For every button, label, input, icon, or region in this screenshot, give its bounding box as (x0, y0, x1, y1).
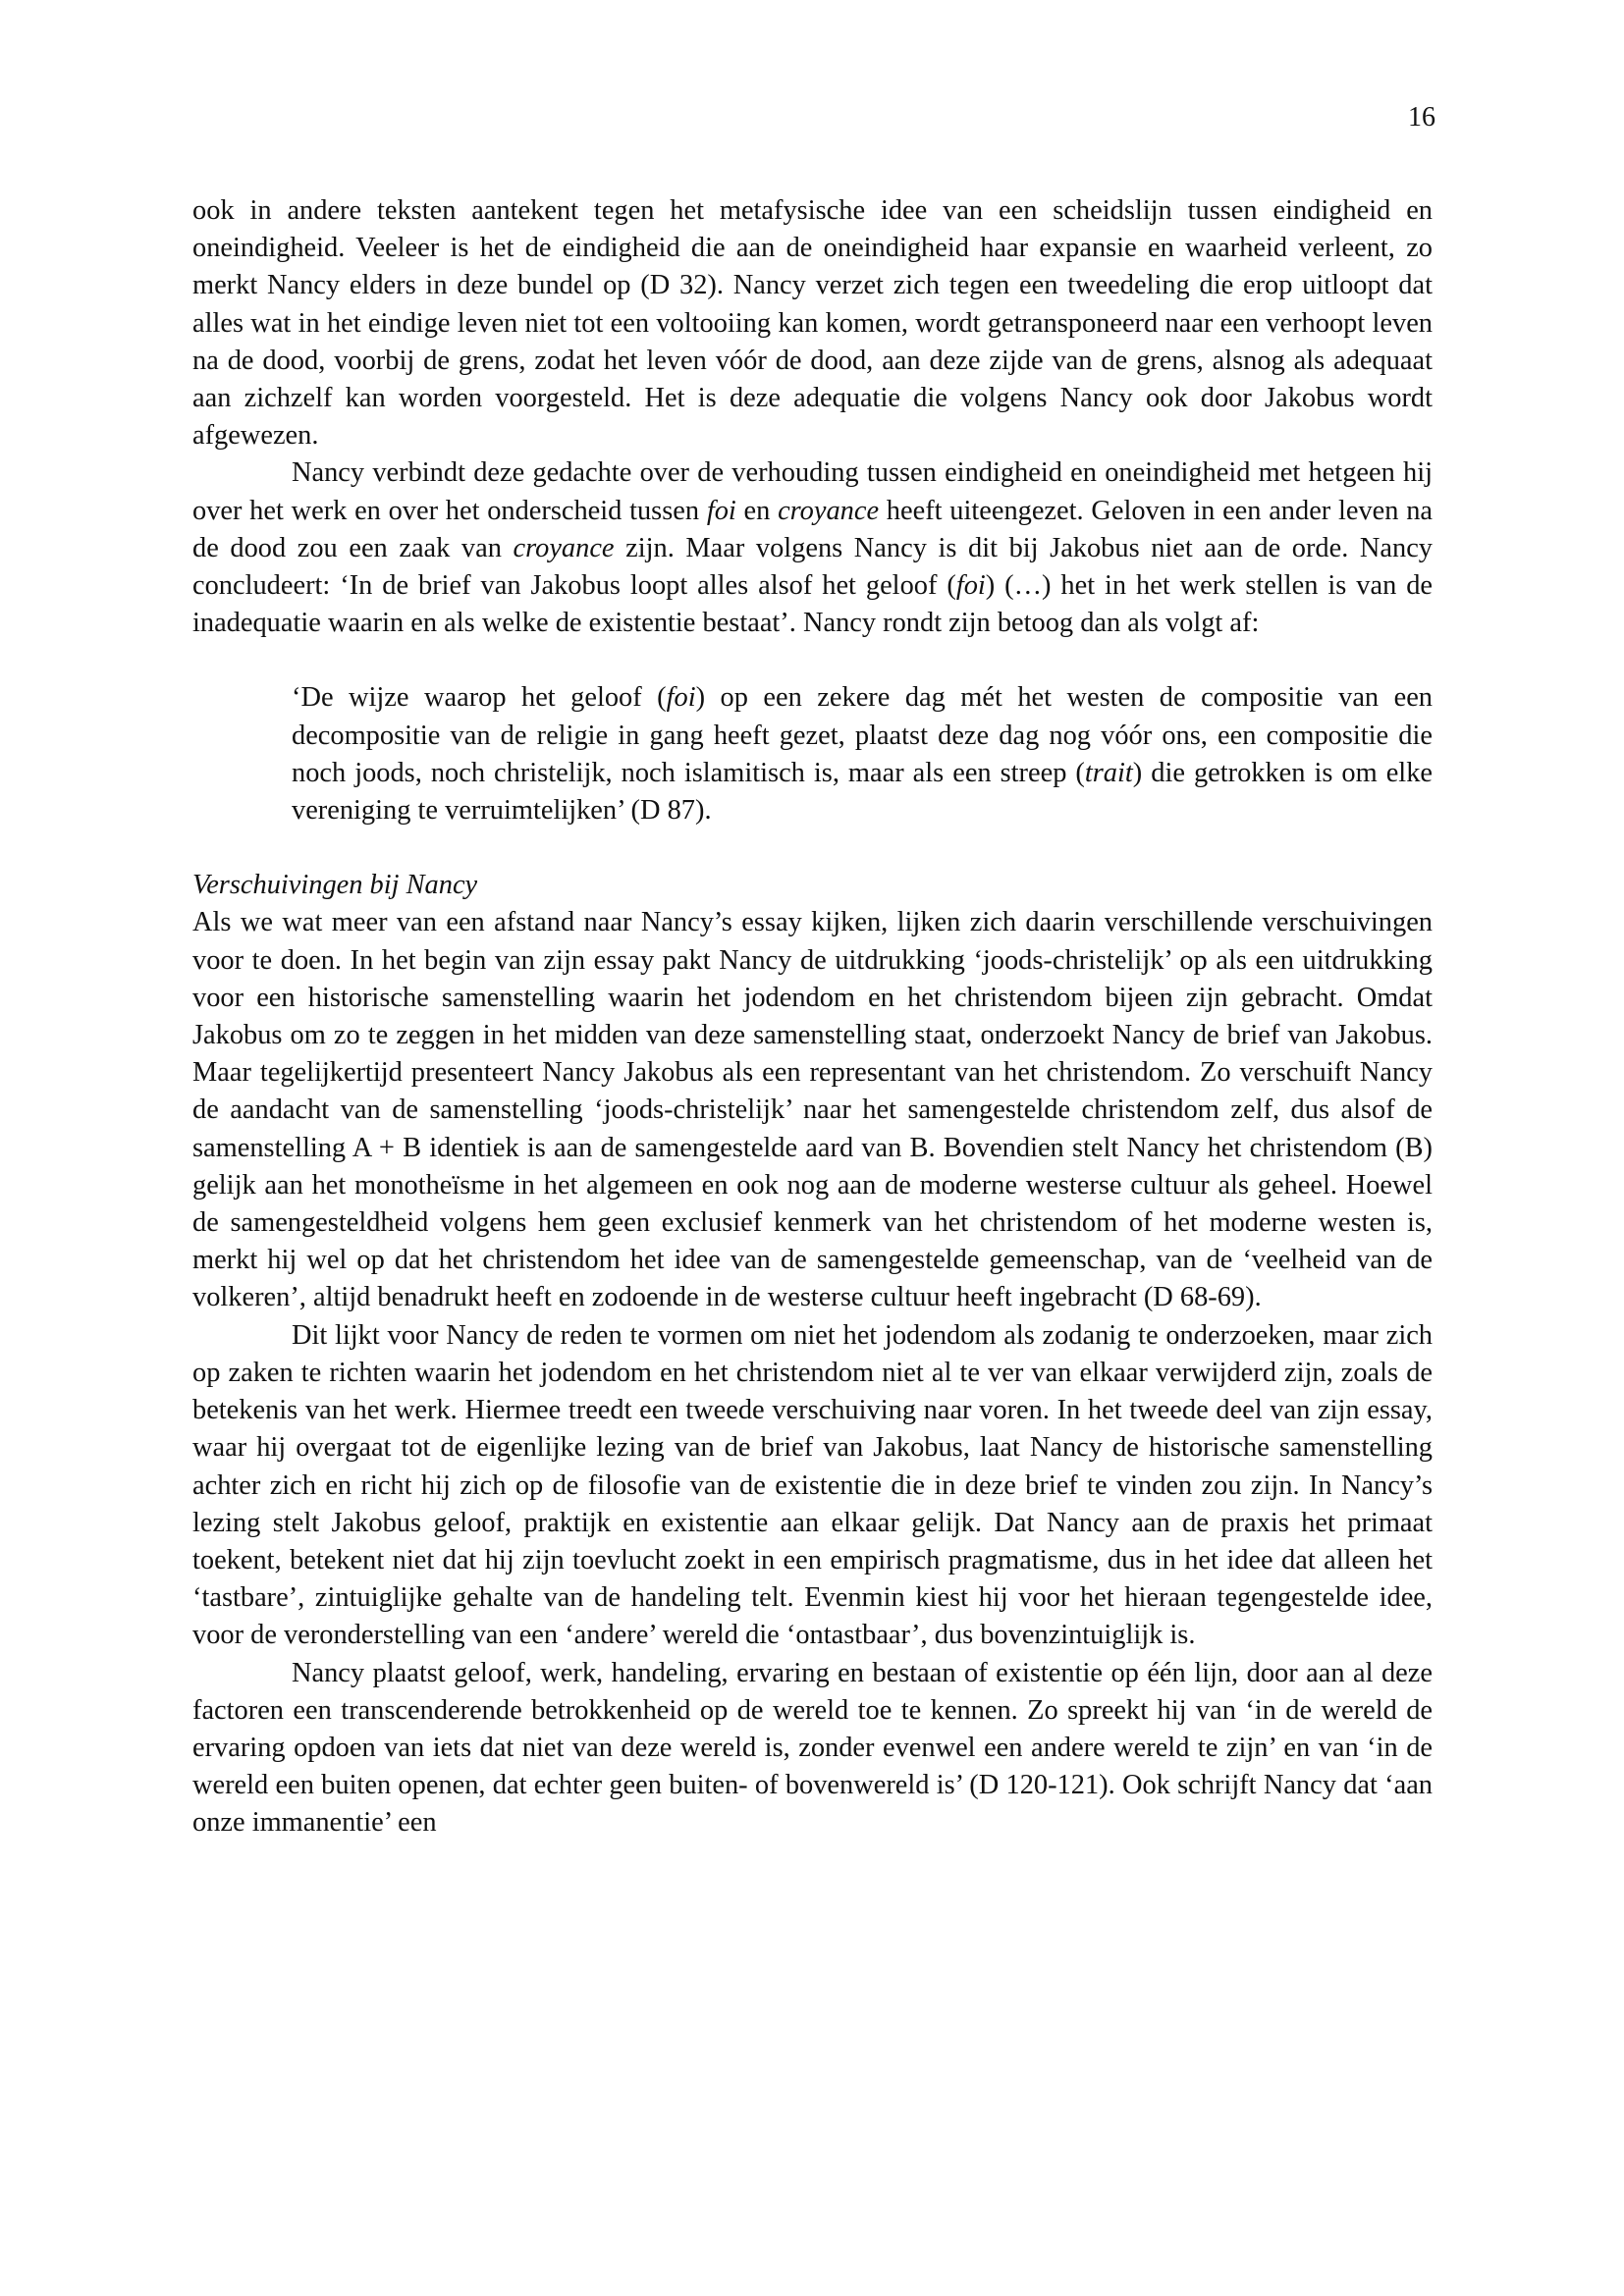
term-foi: foi (706, 495, 736, 526)
paragraph-1: ook in andere teksten aantekent tegen het metafysische idee van een scheidslijn tussen eindigheid en oneindigheid. Veeleer is het de eindigheid die aan de oneindigheid haar expansie en waarheid verleent, zo merkt Nancy elders in deze bundel op (D 32). Nancy verzet zich tegen een tweedeling die erop uitloopt dat alles wat in het eindige leven niet tot een voltooiing kan komen, wordt getransponeerd naar een verhoopt leven na de dood, voorbij de grens, zodat het leven vóór de dood, aan deze zijde van de grens, alsnog als adequaat aan zichzelf kan worden voorgesteld. Het is deze adequatie die volgens Nancy ook door Jakobus wordt afgewezen. (192, 195, 1433, 452)
quote-term-trait: trait (1084, 757, 1133, 788)
paragraph-2-text-b: en (735, 495, 779, 526)
section-heading: Verschuivingen bij Nancy (192, 870, 478, 901)
quote-term-foi: foi (666, 682, 696, 714)
paragraph-5: Nancy plaatst geloof, werk, handeling, ervaring en bestaan of existentie op één lijn, door aan al deze factoren een transcenderende betrokkenheid op de wereld toe te kennen. Zo spreekt hij van ‘in de wereld de ervaring opdoen van iets dat niet van deze wereld is, zonder evenwel een andere wereld te zijn’ en van ‘in de wereld een buiten openen, dat echter geen buiten- of bovenwereld is’ (D 120-121). Ook schrijft Nancy dat ‘aan onze immanentie’ een (192, 1657, 1433, 1839)
page-number: 16 (1408, 102, 1435, 133)
body-text (192, 192, 1433, 1842)
block-quote (292, 679, 1433, 829)
paragraph-2-text-c: heeft uiteengezet. Geloven in een ander leven na de dood zou een zaak van (192, 495, 1433, 563)
term-croyance-2: croyance (513, 532, 615, 563)
paragraph-2-text-a: Nancy verbindt deze gedachte over de verhouding tussen eindigheid en oneindigheid met hetgeen hij over het werk en over het onderscheid tussen (192, 457, 1433, 526)
paragraph-3: Als we wat meer van een afstand naar Nancy’s essay kijken, lijken zich daarin verschillende verschuivingen voor te doen. In het begin van zijn essay pakt Nancy de uitdrukking ‘joods-christelijk’ op als een uitdrukking voor een historische samenstelling waarin het jodendom en het christendom bijeen zijn gebracht. Omdat Jakobus om zo te zeggen in het midden van deze samenstelling staat, onderzoekt Nancy de brief van Jakobus. Maar tegelijkertijd presenteert Nancy Jakobus als een representant van het christendom. Zo verschuift Nancy de aandacht van de samenstelling ‘joods-christelijk’ naar het samengestelde christendom zelf, dus alsof de samenstelling A + B identiek is aan de samengestelde aard van B. Bovendien stelt Nancy het christendom (B) gelijk aan het monotheïsme in het algemeen en ook nog aan de moderne westerse cultuur als geheel. Hoewel de samengesteldheid volgens hem geen exclusief kenmerk van het christendom of het moderne westen is, merkt hij wel op dat het christendom het idee van de samengestelde gemeenschap, van de ‘veelheid van de volkeren’, altijd benadrukt heeft en zodoende in de westerse cultuur heeft ingebracht (D 68-69). (192, 907, 1433, 1313)
paragraph-2 (192, 454, 1433, 642)
quote-text-a: ‘De wijze waarop het geloof ( (292, 682, 667, 714)
term-croyance: croyance (778, 495, 880, 526)
paragraph-2-text-e: ) (…) het in het werk stellen is van de inadequatie waarin en als welke de existentie bestaat’. Nancy rondt zijn betoog dan als volgt af: (192, 570, 1434, 639)
term-foi-2: foi (955, 570, 986, 602)
quote-text-c: ) die getrokken is om elke vereniging te verruimtelijken’ (D 87). (292, 757, 1433, 827)
paragraph-4: Dit lijkt voor Nancy de reden te vormen om niet het jodendom als zodanig te onderzoeken, maar zich op zaken te richten waarin het jodendom en het christendom niet al te ver van elkaar verwijderd zijn, zoals de betekenis van het werk. Hiermee treedt een tweede verschuiving naar voren. In het tweede deel van zijn essay, waar hij overgaat tot de eigenlijke lezing van de brief van Jakobus, laat Nancy de historische samenstelling achter zich en richt hij zich op de filosofie van de existentie die in deze brief te vinden zou zijn. In Nancy’s lezing stelt Jakobus geloof, praktijk en existentie aan elkaar gelijk. Dat Nancy aan de praxis het primaat toekent, betekent niet dat hij zijn toevlucht zoekt in een empirisch pragmatisme, dus in het idee dat alleen het ‘tastbare’, zintuiglijke gehalte van de handeling telt. Evenmin kiest hij voor het hieraan tegengestelde idee, voor de veronderstelling van een ‘andere’ wereld die ‘ontastbaar’, dus bovenzintuiglijk is. (192, 1319, 1433, 1651)
paragraph-2-text-d: zijn. Maar volgens Nancy is dit bij Jakobus niet aan de orde. Nancy concludeert: ‘In de brief van Jakobus loopt alles alsof het geloof ( (192, 532, 1433, 602)
quote-text-b: ) op een zekere dag mét het westen de compositie van een decompositie van de religie in gang heeft gezet, plaatst deze dag nog vóór ons, een compositie die noch joods, noch christelijk, noch islamitisch is, maar als een streep ( (292, 682, 1433, 788)
